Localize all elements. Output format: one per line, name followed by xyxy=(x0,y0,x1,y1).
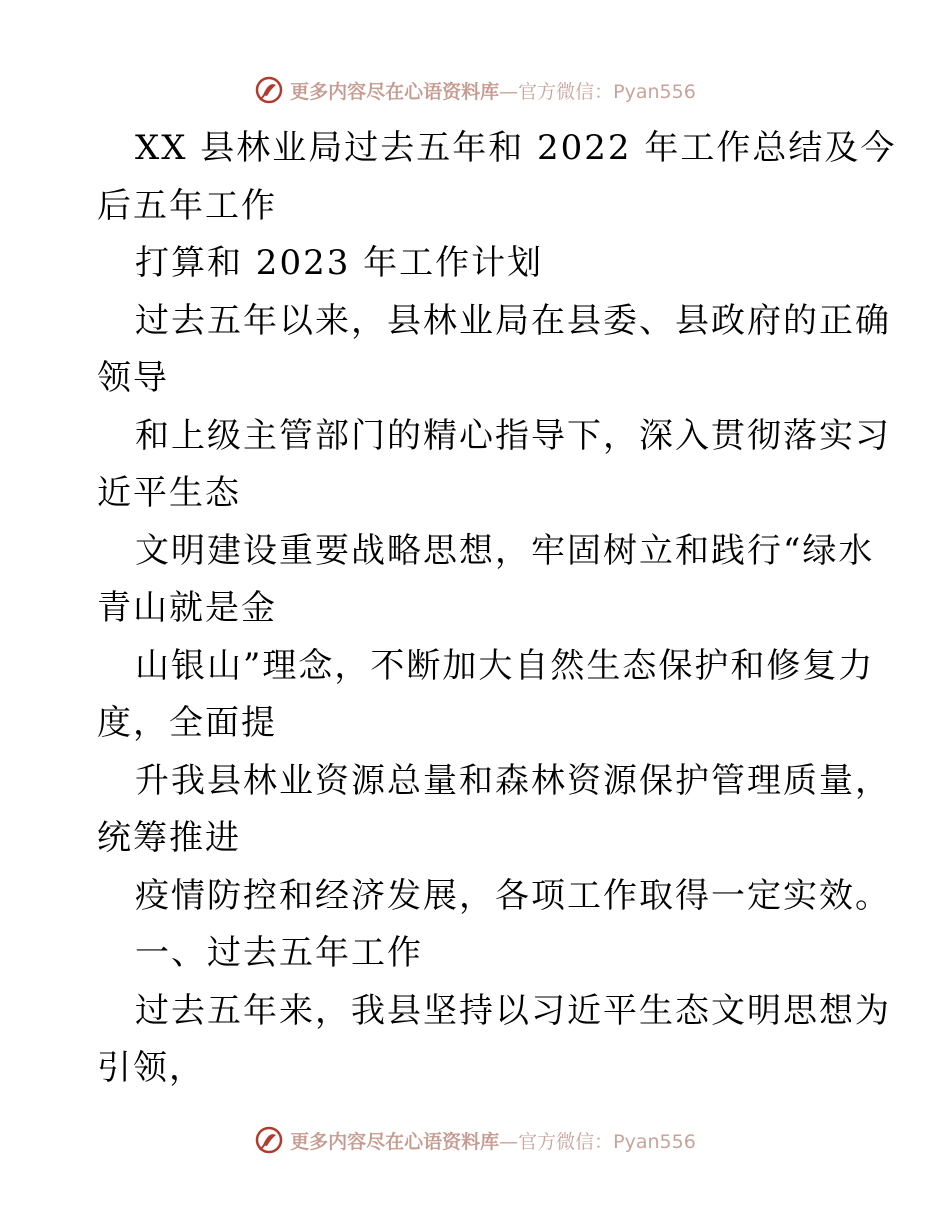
header-watermark xyxy=(0,70,950,110)
text-line: 领导 xyxy=(97,358,169,398)
text-line: XX 县林业局过去五年和 2022 年工作总结及今 xyxy=(135,128,897,168)
footer-watermark-text xyxy=(290,1127,696,1154)
text-line: 后五年工作 xyxy=(97,185,277,226)
text-line: 和上级主管部门的精心指导下，深入贯彻落实习 xyxy=(135,415,891,456)
footer-watermark xyxy=(0,1120,950,1160)
header-watermark-contact: 官方微信：Pyan556 xyxy=(518,80,696,103)
footer-watermark-sep: — xyxy=(499,1130,519,1153)
text-line: 一、过去五年工作 xyxy=(135,933,423,973)
document-body xyxy=(97,120,897,1098)
header-watermark-main: 更多内容尽在心语资料库 xyxy=(290,80,500,103)
header-watermark-inner xyxy=(254,75,696,105)
text-line: 青山就是金 xyxy=(97,588,277,628)
header-watermark-text xyxy=(290,77,696,104)
text-line: 过去五年来，我县坚持以习近平生态文明思想为 xyxy=(135,990,891,1031)
footer-watermark-contact: 官方微信：Pyan556 xyxy=(518,1130,696,1153)
logo-icon xyxy=(254,75,284,105)
text-line: 近平生态 xyxy=(97,473,241,513)
text-line: 统筹推进 xyxy=(97,818,241,858)
logo-icon xyxy=(254,1125,284,1155)
text-line: 升我县林业资源总量和森林资源保护管理质量， xyxy=(135,760,891,801)
header-watermark-sep: — xyxy=(499,80,519,103)
text-line: 疫情防控和经济发展，各项工作取得一定实效。 xyxy=(135,875,891,916)
text-line: 打算和 2023 年工作计划 xyxy=(135,243,544,283)
text-line: 度，全面提 xyxy=(97,703,277,743)
text-line: 文明建设重要战略思想，牢固树立和践行“绿水 xyxy=(135,530,875,571)
text-line: 过去五年以来，县林业局在县委、县政府的正确 xyxy=(135,300,891,341)
footer-watermark-main: 更多内容尽在心语资料库 xyxy=(290,1130,500,1153)
text-line: 引领， xyxy=(97,1048,205,1088)
text-line: 山银山”理念，不断加大自然生态保护和修复力 xyxy=(135,645,875,686)
footer-watermark-inner xyxy=(254,1125,696,1155)
